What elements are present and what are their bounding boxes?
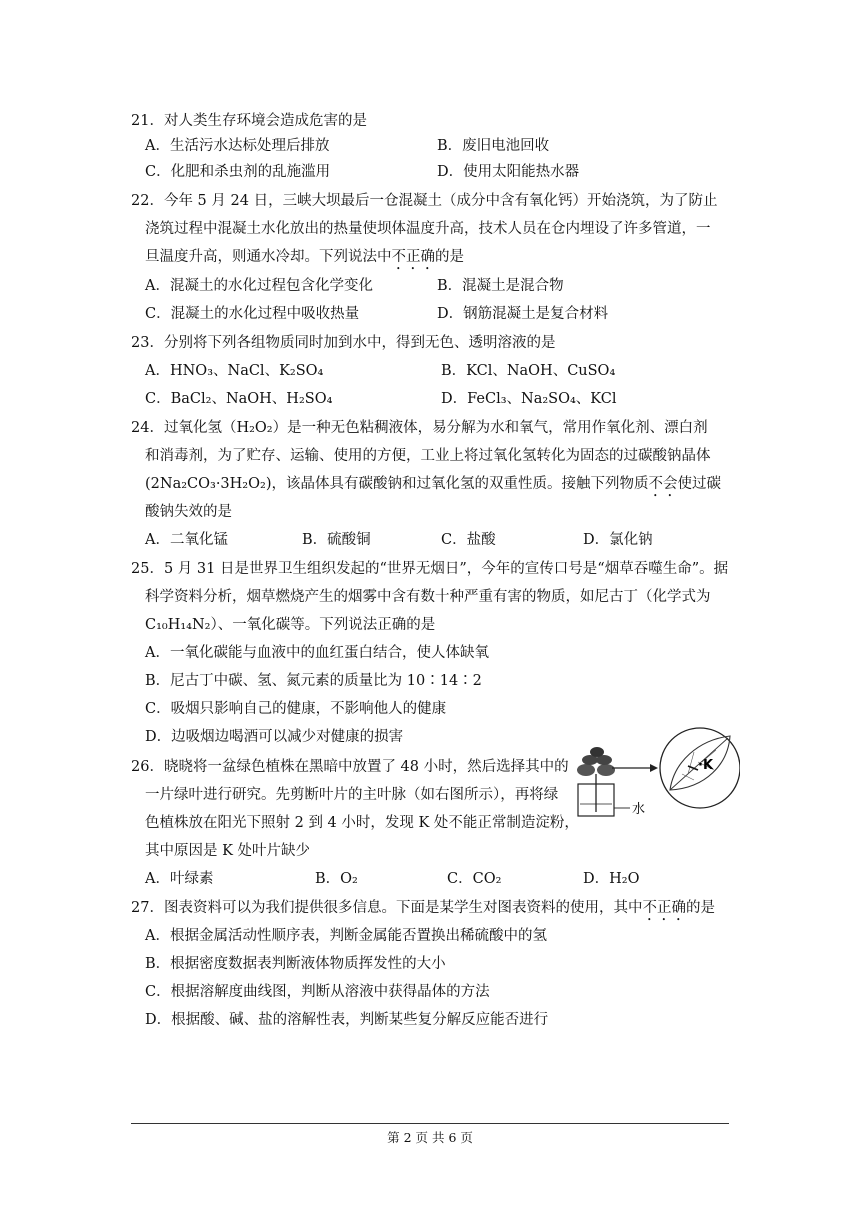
q26-stem-line3: 色植株放在阳光下照射 2 到 4 小时，发现 K 处不能正常制造淀粉，: [145, 815, 579, 831]
q26-option-b: B．O₂: [315, 871, 358, 887]
q22-option-a: A．混凝土的水化过程包含化学变化: [145, 278, 373, 294]
q24-stem-line1: 24．过氧化氢（H₂O₂）是一种无色粘稠液体，易分解为水和氧气，常用作氧化剂、漂白剂: [131, 420, 708, 436]
q27-stem-pre: 27．图表资料可以为我们提供很多信息。下面是某学生对图表资料的使用，其中: [131, 900, 643, 916]
q25-stem-line2: 科学资料分析，烟草燃烧产生的烟雾中含有数十种严重有害的物质，如尼古丁（化学式为: [145, 589, 711, 605]
q21-option-c: C．化肥和杀虫剂的乱施滥用: [145, 164, 331, 180]
q25-option-b: B．尼古丁中碳、氢、氮元素的质量比为 10∶14∶2: [145, 673, 482, 689]
q26-option-c: C．CO₂: [447, 871, 502, 887]
q24-stem-line3-pre: (2Na₂CO₃·3H₂O₂)，该晶体具有碳酸钠和过氧化氢的双重性质。接触下列物质: [145, 476, 649, 492]
q21-option-d: D．使用太阳能热水器: [437, 164, 580, 180]
q22-stem-line3-post: 的是: [435, 249, 464, 265]
q21-option-b: B．废旧电池回收: [437, 138, 550, 154]
figure-k-label: ·K: [698, 758, 714, 773]
q24-stem-line3: [145, 474, 721, 500]
q22-stem-line3-pre: 旦温度升高，则通水冷却。下列说法中: [145, 249, 392, 265]
q21-option-a: A．生活污水达标处理后排放: [145, 138, 330, 154]
q27-option-d: D．根据酸、碱、盐的溶解性表，判断某些复分解反应能否进行: [145, 1012, 549, 1028]
q25-stem-line3: C₁₀H₁₄N₂）、一氧化碳等。下列说法正确的是: [145, 617, 436, 633]
q27-emphasis-not-correct: 不正确: [642, 900, 686, 916]
q23-option-b: B．KCl、NaOH、CuSO₄: [441, 363, 616, 379]
q26-stem-line4: 其中原因是 K 处叶片缺少: [145, 843, 311, 859]
plant-leaf-figure: [570, 722, 740, 842]
q27-stem-post: 的是: [685, 900, 715, 916]
q24-option-b: B．硫酸铜: [302, 532, 371, 548]
q26-stem-line1: 26．晓晓将一盆绿色植株在黑暗中放置了 48 小时，然后选择其中的: [131, 759, 569, 775]
q22-option-b: B．混凝土是混合物: [437, 278, 564, 294]
q25-option-c: C．吸烟只影响自己的健康，不影响他人的健康: [145, 701, 447, 717]
q24-emphasis-will-not: 不会: [648, 476, 678, 492]
q27-stem: [131, 898, 715, 924]
q24-stem-line2: 和消毒剂，为了贮存、运输、使用的方便，工业上将过氧化氢转化为固态的过碳酸钠晶体: [145, 448, 711, 464]
q25-stem-line1: 25．5 月 31 日是世界卫生组织发起的“世界无烟日”，今年的宣传口号是“烟草吞噬生命”。据: [131, 561, 729, 577]
q26-stem-line2: 一片绿叶进行研究。先剪断叶片的主叶脉（如右图所示），再将绿: [145, 787, 559, 803]
q22-option-c: C．混凝土的水化过程中吸收热量: [145, 306, 360, 322]
q23-option-c: C．BaCl₂、NaOH、H₂SO₄: [145, 391, 333, 407]
q24-stem-line3-post: 使过碳: [677, 476, 721, 492]
q23-option-d: D．FeCl₃、Na₂SO₄、KCl: [441, 391, 617, 407]
arrow-icon: [650, 764, 658, 772]
q25-option-a: A．一氧化碳能与血液中的血红蛋白结合，使人体缺氧: [145, 645, 489, 661]
q24-option-d: D．氯化钠: [583, 532, 653, 548]
q24-option-a: A．二氧化锰: [145, 532, 228, 548]
q22-option-d: D．钢筋混凝土是复合材料: [437, 306, 609, 322]
page-number: 第 2 页 共 6 页: [387, 1130, 473, 1145]
q22-stem-line3: [145, 247, 464, 273]
q24-stem-line4: 酸钠失效的是: [145, 504, 232, 520]
q27-option-b: B．根据密度数据表判断液体物质挥发性的大小: [145, 956, 446, 972]
q22-stem-line1: 22．今年 5 月 24 日，三峡大坝最后一仓混凝土（成分中含有氧化钙）开始浇筑，为了防止: [131, 193, 718, 209]
q21-stem: 21．对人类生存环境会造成危害的是: [131, 113, 367, 129]
q27-option-a: A．根据金属活动性顺序表，判断金属能否置换出稀硫酸中的氢: [145, 928, 547, 944]
footer-rule: [131, 1123, 729, 1124]
q22-emphasis-not-correct: 不正确: [391, 249, 435, 265]
q26-option-d: D．H₂O: [583, 871, 640, 887]
q26-option-a: A．叶绿素: [145, 871, 214, 887]
q24-option-c: C．盐酸: [441, 532, 496, 548]
q27-option-c: C．根据溶解度曲线图，判断从溶液中获得晶体的方法: [145, 984, 490, 1000]
figure-water-label: 水: [632, 802, 646, 817]
plant-leaf-icon: [577, 764, 595, 776]
q23-option-a: A．HNO₃、NaCl、K₂SO₄: [145, 363, 324, 379]
q23-stem: 23．分别将下列各组物质同时加到水中，得到无色、透明溶液的是: [131, 335, 556, 351]
q25-option-d: D．边吸烟边喝酒可以减少对健康的损害: [145, 729, 404, 745]
q22-stem-line2: 浇筑过程中混凝土水化放出的热量使坝体温度升高，技术人员在仓内埋设了许多管道，一: [145, 221, 711, 237]
